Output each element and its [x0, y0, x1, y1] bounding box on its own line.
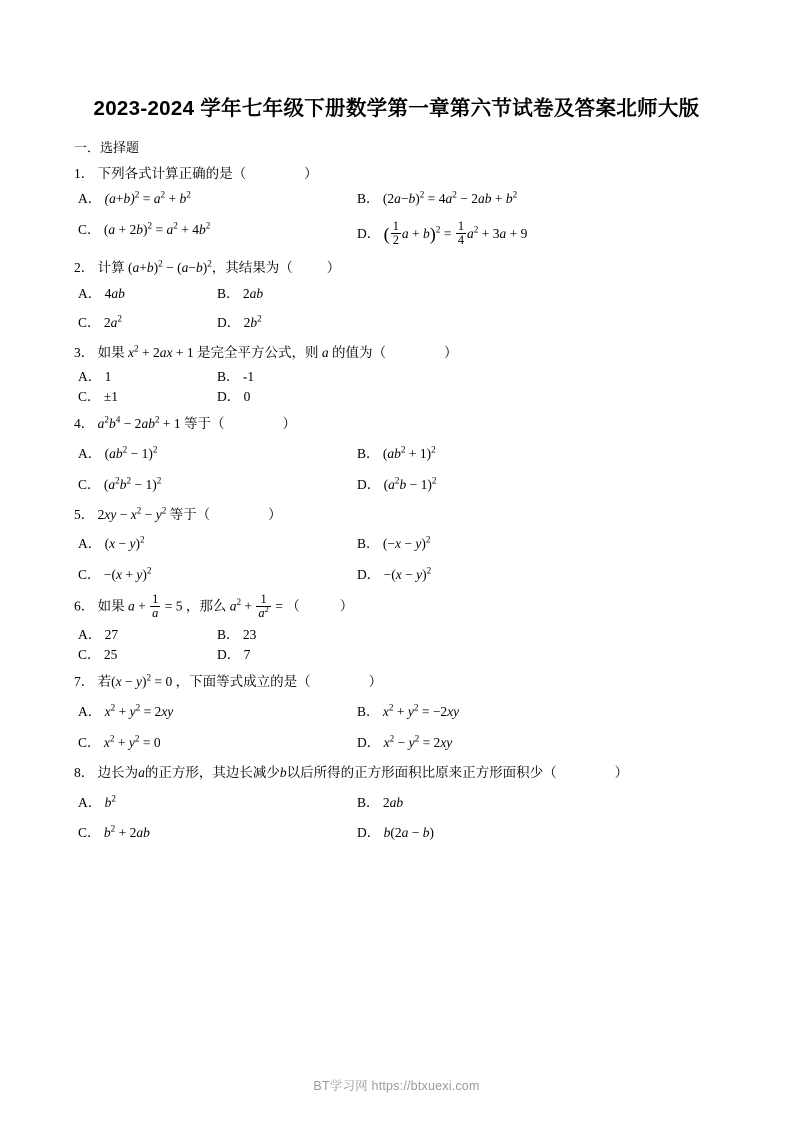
option-d[interactable]: D． $(a^2b - 1)^2$	[357, 475, 437, 492]
question-8	[72, 762, 721, 845]
option-d[interactable]: D． $-(x - y)^2$	[357, 565, 432, 583]
page-title: 2023-2024 学年七年级下册数学第一章第六节试卷及答案北师大版	[93, 97, 700, 120]
question-stem: 2． 计算 $(a+b)^2 - (a-b)^2$，其结果为（ ）	[74, 258, 341, 276]
option-c[interactable]: C． ±1	[78, 388, 119, 404]
option-a[interactable]: A． $b^2$	[78, 793, 116, 810]
question-stem: 5． $2xy - x^2 - y^2$ 等于（ ）	[74, 505, 282, 522]
options-list	[72, 283, 721, 335]
question-stem: 1． 下列各式计算正确的是（ ）	[74, 165, 318, 181]
question-stem: 6． 如果 a + $\frac{1}{a}$ = 5 ，那么 $a^2$ + $\frac{1}{a^2}$ = （ ）	[74, 592, 354, 621]
option-d[interactable]: D． ( $\frac{1}{2}$ a + b)$^2$ = $\frac{1}{4}$ $a^2 + 3a + 9$	[357, 219, 528, 248]
option-c[interactable]: C． $b^2 + 2ab$	[78, 823, 150, 841]
option-a[interactable]: A． 4ab	[78, 285, 125, 301]
options-list	[72, 367, 721, 406]
option-c[interactable]: C． 25	[78, 646, 118, 662]
footer-watermark: BT学习网 https://btxuexi.com	[313, 1079, 480, 1093]
option-b[interactable]: B． -1	[217, 369, 255, 385]
option-d[interactable]: D． 0	[217, 388, 251, 404]
option-b[interactable]: B． 23	[217, 627, 257, 643]
question-4	[72, 413, 721, 496]
option-c[interactable]: C． $(a + 2b)^2 = a^2 + 4b^2$	[78, 220, 211, 238]
options-list	[72, 792, 721, 846]
options-list	[72, 625, 721, 664]
question-6	[72, 594, 721, 664]
option-b[interactable]: B． $x^2 + y^2 = -2xy$	[357, 702, 460, 720]
option-c[interactable]: C． $x^2 + y^2 = 0$	[78, 733, 161, 751]
options-list	[72, 443, 721, 497]
question-7	[72, 671, 721, 754]
options-list	[72, 533, 721, 587]
option-d[interactable]: D． $x^2 - y^2 = 2xy$	[357, 733, 453, 751]
option-a[interactable]: A． 1	[78, 369, 112, 385]
option-a[interactable]: A． $(a+b)^2 = a^2 + b^2$	[78, 189, 191, 207]
option-a[interactable]: A． $x^2 + y^2 = 2xy$	[78, 702, 174, 720]
option-d[interactable]: D． 7	[217, 646, 251, 662]
option-b[interactable]: B． $(-x - y)^2$	[357, 534, 431, 552]
options-list	[72, 188, 721, 250]
option-c[interactable]: C． $2a^2$	[78, 313, 122, 330]
option-b[interactable]: B． $(ab^2 + 1)^2$	[357, 444, 436, 461]
option-d[interactable]: D． b(2a − b)	[357, 825, 434, 841]
option-b[interactable]: B． $(2a-b)^2 = 4a^2 - 2ab + b^2$	[357, 189, 518, 207]
question-stem: 7． 若$(x - y)^2 = 0$ ，下面等式成立的是（ ）	[74, 672, 383, 690]
question-3	[72, 342, 721, 407]
question-stem: 4． $a^2b^4 - 2ab^2 + 1$ 等于（ ）	[74, 414, 297, 432]
question-stem: 3． 如果 $x^2 + 2ax + 1$ 是完全平方公式，则 a 的值为（ ）	[74, 343, 458, 360]
option-c[interactable]: C． $(a^2b^2 - 1)^2$	[78, 475, 162, 492]
question-stem: 8． 边长为a的正方形，其边长减少b以后所得的正方形面积比原来正方形面积少（ ）	[74, 764, 629, 780]
question-5	[72, 504, 721, 587]
option-b[interactable]: B． 2ab	[357, 794, 404, 810]
option-b[interactable]: B． 2ab	[217, 285, 264, 301]
options-list	[72, 701, 721, 755]
option-a[interactable]: A． 27	[78, 627, 119, 643]
option-a[interactable]: A． $(x - y)^2$	[78, 534, 145, 552]
question-1	[72, 163, 721, 251]
option-a[interactable]: A． $(ab^2 - 1)^2$	[78, 444, 158, 461]
option-c[interactable]: C． $-(x + y)^2$	[78, 565, 152, 583]
section-heading: 一．选择题	[74, 139, 140, 155]
option-d[interactable]: D． $2b^2$	[217, 313, 262, 330]
question-2	[72, 257, 721, 334]
